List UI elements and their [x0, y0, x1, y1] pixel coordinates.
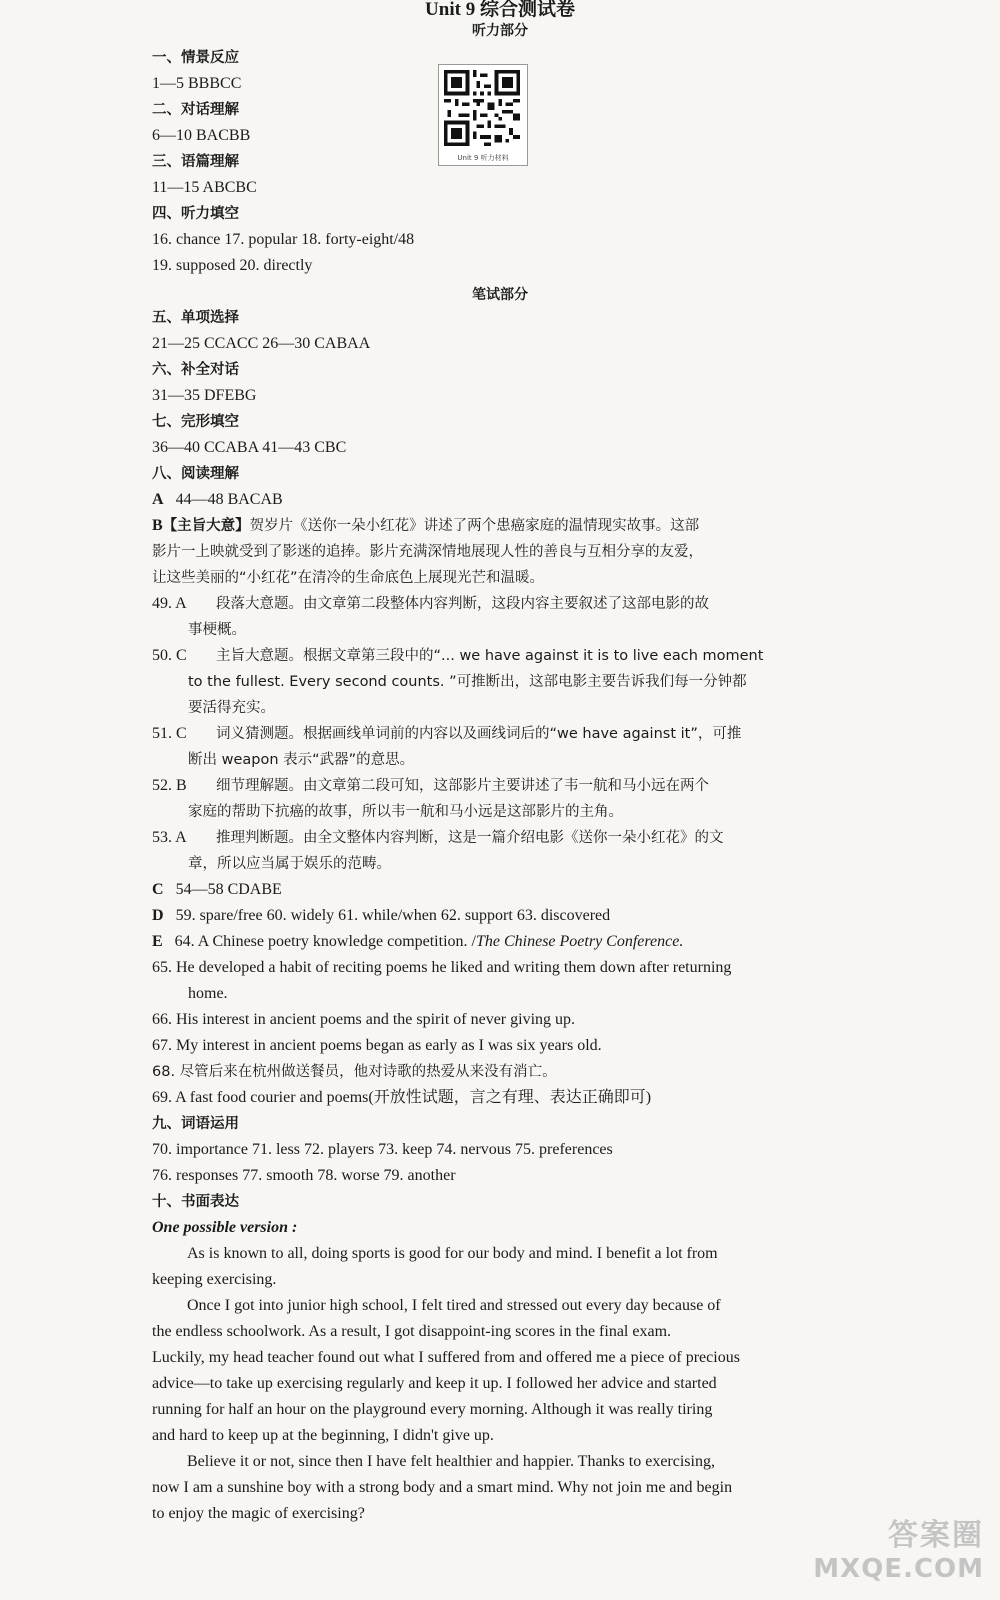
essay-line-1: As is known to all, doing sports is good for our body and mind. I benefit a lot from — [187, 1245, 718, 1262]
q65-line-1: 65. He developed a habit of reciting poems he liked and writing them down after returning — [152, 959, 732, 976]
q52-number: 52. B — [152, 777, 187, 794]
qr-pattern-icon — [444, 69, 520, 147]
section-3-title: 三、语篇理解 — [152, 154, 239, 170]
q64-text: 64. A Chinese poetry knowledge competition. / — [174, 933, 476, 950]
reading-b-summary-line-1 — [152, 513, 699, 539]
essay-line-3: Once I got into junior high school, I felt tired and stressed out every day because of — [187, 1297, 721, 1314]
q51-line-1: 词义猜测题。根据画线单词前的内容以及画线词后的“we have against it”，可推 — [216, 726, 742, 742]
q69: 69. A fast food courier and poems(开放性试题，言之有理、表达正确即可) — [152, 1089, 652, 1106]
qr-caption: Unit 9 听力材料 — [457, 154, 509, 162]
essay-line-7: running for half an hour on the playground every morning. Although it was really tiring — [152, 1401, 713, 1418]
section-2-title: 二、对话理解 — [152, 102, 239, 118]
reading-b-summary-line-2: 影片一上映就受到了影迷的追捧。影片充满深情地展现人性的善良与互相分享的友爱， — [152, 544, 703, 560]
essay-line-11: to enjoy the magic of exercising? — [152, 1505, 365, 1522]
q49-number: 49. A — [152, 595, 187, 612]
section-10-title: 十、书面表达 — [152, 1194, 239, 1210]
section-6-answer: 31—35 DFEBG — [152, 387, 257, 404]
q68: 68. 尽管后来在杭州做送餐员，他对诗歌的热爱从来没有消亡。 — [152, 1064, 557, 1080]
q50-line-2: to the fullest. Every second counts. ”可推断出，这部电影主要告诉我们每一分钟都 — [188, 674, 747, 690]
section-7-answer: 36—40 CCABA 41—43 CBC — [152, 439, 347, 456]
section-7-title: 七、完形填空 — [152, 414, 239, 430]
section-3-answer: 11—15 ABCBC — [152, 179, 257, 196]
reading-b-tag: 【主旨大意】 — [162, 518, 250, 534]
section-2-answer: 6—10 BACBB — [152, 127, 251, 144]
q52-line-2: 家庭的帮助下抗癌的故事，所以韦一航和马小远是这部影片的主角。 — [188, 804, 623, 820]
listening-heading: 听力部分 — [472, 23, 528, 39]
q51-line-2: 断出 weapon 表示“武器”的意思。 — [188, 752, 415, 768]
page-title: Unit 9 综合测试卷 — [425, 0, 575, 20]
reading-c — [152, 877, 282, 903]
q49-line-1: 段落大意题。由文章第二段整体内容判断，这段内容主要叙述了这部电影的故 — [216, 596, 709, 612]
site-watermark — [813, 1510, 984, 1584]
q53-number: 53. A — [152, 829, 187, 846]
q65-line-2: home. — [188, 985, 228, 1002]
section-5-answer: 21—25 CCACC 26—30 CABAA — [152, 335, 371, 352]
reading-a-label: A — [152, 491, 164, 508]
reading-a-answer: 44—48 BACAB — [175, 491, 283, 508]
essay-line-2: keeping exercising. — [152, 1271, 277, 1288]
q67: 67. My interest in ancient poems began as early as I was six years old. — [152, 1037, 602, 1054]
reading-b-summary-line-3: 让这些美丽的“小红花”在清冷的生命底色上展现光芒和温暖。 — [152, 570, 545, 586]
reading-d — [152, 903, 610, 929]
essay-line-6: advice—to take up exercising regularly and keep it up. I followed her advice and started — [152, 1375, 717, 1392]
q51-number: 51. C — [152, 725, 187, 742]
reading-e-label: E — [152, 933, 163, 950]
section-6-title: 六、补全对话 — [152, 362, 239, 378]
reading-d-label: D — [152, 907, 164, 924]
essay-line-10: now I am a sunshine boy with a strong body and a smart mind. Why not join me and begin — [152, 1479, 733, 1496]
essay-line-4: the endless schoolwork. As a result, I got disappoint-ing scores in the final exam. — [152, 1323, 672, 1340]
q50-line-3: 要活得充实。 — [188, 700, 275, 716]
section-4-line-2: 19. supposed 20. directly — [152, 257, 313, 274]
q66: 66. His interest in ancient poems and the spirit of never giving up. — [152, 1011, 576, 1028]
reading-c-answer: 54—58 CDABE — [175, 881, 282, 898]
section-9-title: 九、词语运用 — [152, 1116, 239, 1132]
q50-line-1: 主旨大意题。根据文章第三段中的“... we have against it is to live each moment — [216, 648, 764, 664]
q49-line-2: 事梗概。 — [188, 622, 246, 638]
q50-number: 50. C — [152, 647, 187, 664]
section-9-line-1: 70. importance 71. less 72. players 73. keep 74. nervous 75. preferences — [152, 1141, 613, 1158]
reading-b-summary-text-1: 贺岁片《送你一朵小红花》讲述了两个患癌家庭的温情现实故事。这部 — [249, 518, 700, 534]
essay-version-label: One possible version : — [152, 1219, 298, 1236]
qr-code[interactable] — [438, 64, 528, 166]
q53-line-2: 章，所以应当属于娱乐的范畴。 — [188, 856, 391, 872]
written-heading: 笔试部分 — [472, 287, 528, 303]
reading-b-label: B — [152, 517, 163, 534]
essay-line-8: and hard to keep up at the beginning, I didn't give up. — [152, 1427, 494, 1444]
q53-line-1: 推理判断题。由全文整体内容判断，这是一篇介绍电影《送你一朵小红花》的文 — [216, 830, 724, 846]
essay-line-5: Luckily, my head teacher found out what I suffered from and offered me a piece of precious — [152, 1349, 740, 1366]
reading-e — [152, 929, 683, 955]
reading-c-label: C — [152, 881, 164, 898]
section-4-line-1: 16. chance 17. popular 18. forty-eight/48 — [152, 231, 415, 248]
section-8-title: 八、阅读理解 — [152, 466, 239, 482]
section-1-title: 一、情景反应 — [152, 50, 239, 66]
section-9-line-2: 76. responses 77. smooth 78. worse 79. another — [152, 1167, 456, 1184]
q64-italic-text: The Chinese Poetry Conference. — [475, 933, 684, 950]
reading-d-answer: 59. spare/free 60. widely 61. while/when 62. support 63. discovered — [175, 907, 611, 924]
section-1-answer: 1—5 BBBCC — [152, 75, 242, 92]
section-4-title: 四、听力填空 — [152, 206, 239, 222]
reading-a — [152, 487, 283, 513]
q52-line-1: 细节理解题。由文章第二段可知，这部影片主要讲述了韦一航和马小远在两个 — [216, 778, 709, 794]
section-5-title: 五、单项选择 — [152, 310, 239, 326]
watermark-line-2: MXQE.COM — [813, 1554, 984, 1584]
watermark-line-1: 答案圈 — [888, 1518, 984, 1553]
essay-line-9: Believe it or not, since then I have felt healthier and happier. Thanks to exercising, — [187, 1453, 715, 1470]
